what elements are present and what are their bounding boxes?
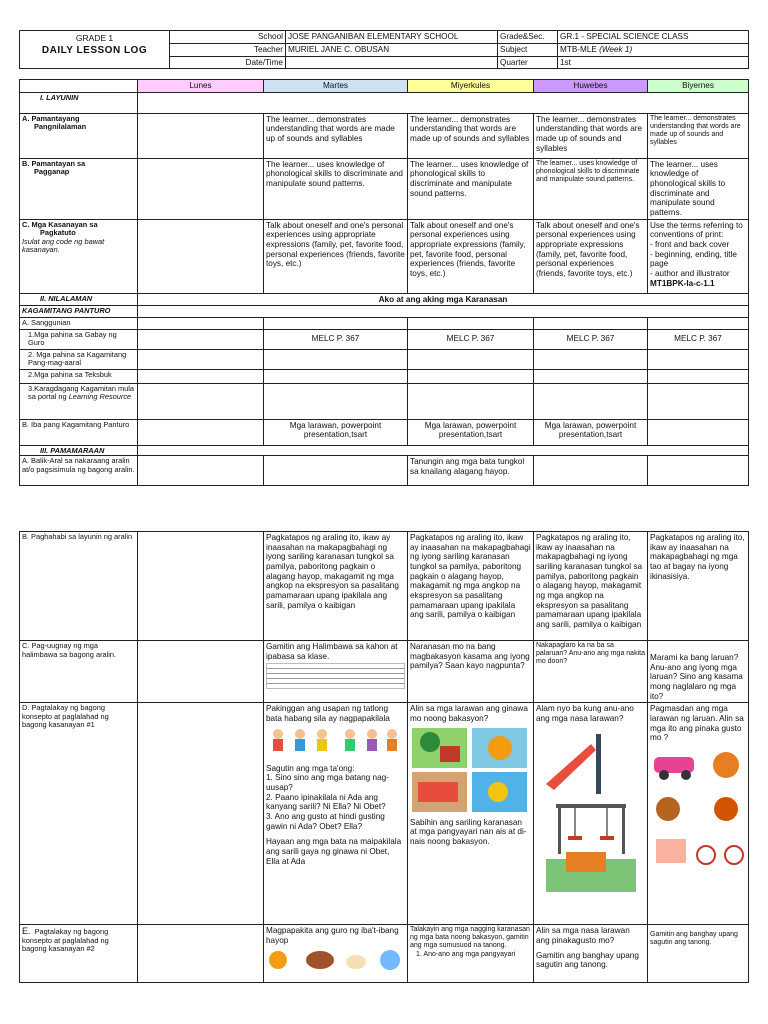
grade-title-cell: [20, 31, 170, 69]
subject-value: MTB-MLE (Week 1): [558, 44, 749, 57]
row-label-paghahabi: B. Paghahabi sa layunin ng aralin: [20, 532, 138, 641]
paguugnay-tue: Gamitin ang Halimbawa sa kahon at ipabasa sa klase.: [264, 641, 408, 703]
children-illustration: [266, 726, 405, 762]
quarter-label: Quarter: [498, 56, 558, 69]
pagtalakay1-wed: Alin sa mga larawan ang ginawa mo noong bakasyon? Sabihin ang sariling karanasan at mga pangyayari nan ais at di-nais noong bakasyon.: [408, 703, 534, 925]
row-label-pagganap: B. Pamantayan sa Pagganap: [20, 158, 138, 219]
log-title: DAILY LESSON LOG: [41, 45, 148, 57]
day-header-tue: Martes: [264, 80, 408, 93]
gradesec-label: Grade&Sec.: [498, 31, 558, 44]
header-table: [19, 30, 749, 69]
row-label-kasanayan: C. Mga Kasanayan sa Pagkatuto Isulat ang code ng bawat kasanayan.: [20, 219, 138, 293]
row-label-karagdagan: 3.Karagdagang Kagamitan mula sa portal ng Learning Resource: [20, 383, 138, 419]
melc-tue: MELC P. 367: [264, 329, 408, 349]
playground-icon: [536, 724, 646, 894]
animals-icon: [266, 946, 404, 972]
c-fri: Use the terms referring to conventions of print: - front and back cover - beginning, ending, title page - author and illustrator MT1BPK-Ia-c-1.1: [648, 219, 749, 293]
pagtalakay1-fri: Pagmasdan ang mga larawan ng laruan. Alin sa mga ito ang pinaka gusto mo ?: [648, 703, 749, 925]
school-value: JOSE PANGANIBAN ELEMENTARY SCHOOL: [286, 31, 498, 44]
melc-wed: MELC P. 367: [408, 329, 534, 349]
a-fri: The learner... demonstrates understanding that words are made up of sounds and syllables: [648, 113, 749, 158]
pagtalakay2-thu: Alin sa mga nasa larawan ang pinakagusto mo? Gamitin ang banghay upang sagutin ang tanong.: [534, 925, 648, 983]
pagtalakay2-fri: Gamitin ang banghay upang sagutin ang tanong.: [648, 925, 749, 983]
grade-label: GRADE 1: [75, 33, 114, 43]
day-header-wed: Miyerkules: [408, 80, 534, 93]
pagtalakay1-thu: Alam nyo ba kung anu-ano ang mga nasa larawan?: [534, 703, 648, 925]
balik-wed: Tanungin ang mga bata tungkol sa knailang alagang hayop.: [408, 456, 534, 486]
row-label-pagtalakay-2: E. Pagtalakay ng bagong konsepto at paglalahad ng bagong kasanayan #2: [20, 925, 138, 983]
datetime-value: [286, 56, 498, 69]
row-label-pamantayang: A. Pamantayang Pangnilalaman: [20, 113, 138, 158]
row-label-kagamitan-mag: 2. Mga pahina sa Kagamitang Pang-mag-aaral: [20, 349, 138, 369]
paguugnay-thu: Nakapaglaro ka na ba sa palaruan? Anu-ano ang mga nakita mo doon?: [534, 641, 648, 703]
paghahabi-wed: Pagkatapos ng araling ito, ikaw ay inaasahan na makapagbahagi ng iyong sariling karanasan tungkol sa pamilya, paboritong pagkain o alagang hayop, makagamit ng mga angkop na ekspresyon sa pasalitang pamamaraan upang ipakilala ang sarili, pamilya o kaibigan: [408, 532, 534, 641]
pagtalakay2-wed: Talakayin ang mga nagging karanasan ng mga bata noong bakasyon, gamitin ang mga sumusuod na tanong. 1. Ano-ano ang mga pangyayari: [408, 925, 534, 983]
b-wed: The learner... uses knowledge of phonological skills to discriminate and manipulate sound patterns.: [408, 158, 534, 219]
iba-tue: Mga larawan, powerpoint presentation,tsart: [264, 419, 408, 445]
row-label-gabay: 1.Mga pahina sa Gabay ng Guro: [20, 329, 138, 349]
lesson-table-page2: [19, 531, 749, 983]
a-tue: The learner... demonstrates understanding that words are made up of sounds and syllables: [264, 113, 408, 158]
lesson-table-page1: [19, 79, 749, 486]
section-nilalaman: II. NILALAMAN: [20, 293, 138, 306]
row-label-teksbuk: 2.Mga pahina sa Teksbuk: [20, 369, 138, 383]
paghahabi-thu: Pagkatapos ng araling ito, ikaw ay inaasahan na makapagbahagi ng iyong sariling karanasan tungkol sa pamilya, paboritong pagkain o alagang hayop, makagamit ng mga angkop na ekspresyon sa pasalitang pamamaraan upang ipakilala ang sarili, pamilya o kaibigan: [534, 532, 648, 641]
quarter-value: 1st: [558, 56, 749, 69]
a-wed: The learner... demonstrates understanding that words are made up of sounds and syllables: [408, 113, 534, 158]
c-wed: Talk about oneself and one's personal experiences using appropriate expressions (family, pet, favorite food, personal experiences (friends, favorite toys, etc.): [408, 219, 534, 293]
teacher-value: MURIEL JANE C. OBUSAN: [286, 44, 498, 57]
melc-fri: MELC P. 367: [648, 329, 749, 349]
pagtalakay2-tue: Magpapakita ang guro ng iba't-ibang hayop: [264, 925, 408, 983]
example-text-box: [266, 663, 405, 689]
subject-label: Subject: [498, 44, 558, 57]
day-header-mon: Lunes: [138, 80, 264, 93]
paguugnay-wed: Naranasan mo na bang magbakasyon kasama ang iyong pamilya? Saan kayo nagpunta?: [408, 641, 534, 703]
paguugnay-fri: Marami ka bang laruan? Anu-ano ang iyong mga laruan? Sino ang kasama mong naglalaro ng mga ito?: [648, 641, 749, 703]
b-thu: The learner... uses knowledge of phonological skills to discriminate and manipulate sound patterns.: [534, 158, 648, 219]
teacher-label: Teacher: [170, 44, 286, 57]
b-fri: The learner... uses knowledge of phonological skills to discriminate and manipulate sound patterns.: [648, 158, 749, 219]
day-header-fri: Biyernes: [648, 80, 749, 93]
melc-thu: MELC P. 367: [534, 329, 648, 349]
school-label: School: [170, 31, 286, 44]
paghahabi-tue: Pagkatapos ng araling ito, ikaw ay inaasahan na makapagbahagi ng iyong sariling karanasan tungkol sa pamilya, paboritong pagkain o alagang hayop, makagamit ng mga angkop na ekspresyon sa pasalitang pamamaraan upang ipakilala ang sarili, pamilya o kaibigan: [264, 532, 408, 641]
paghahabi-fri: Pagkatapos ng araling ito, ikaw ay inaasahan na makapagbahagi ng mga tao at bagay na iyong ikinasisiya.: [648, 532, 749, 641]
row-label-balik-aral: A. Balik-Aral sa nakaraang aralin at/o pagsisimula ng bagong aralin.: [20, 456, 138, 486]
day-header-thu: Huwebes: [534, 80, 648, 93]
row-label-pagtalakay-1: D. Pagtalakay ng bagong konsepto at paglalahad ng bagong kasanayan #1: [20, 703, 138, 925]
gradesec-value: GR.1 - SPECIAL SCIENCE CLASS: [558, 31, 749, 44]
c-tue: Talk about oneself and one's personal experiences using appropriate expressions (family, pet, favorite food, personal experiences (friends, favorite toys, etc.): [264, 219, 408, 293]
section-kagamitan: KAGAMITANG PANTURO: [20, 306, 138, 318]
toys-icon: [650, 743, 746, 873]
iba-wed: Mga larawan, powerpoint presentation,tsart: [408, 419, 534, 445]
c-thu: Talk about oneself and one's personal experiences using appropriate expressions (family, pet, favorite food, personal experiences (friends, favorite toys, etc.): [534, 219, 648, 293]
vacation-pictures: [410, 726, 531, 816]
row-label-sanggunian: A. Sanggunian: [20, 318, 138, 330]
children-icon: [266, 726, 402, 762]
datetime-label: Date/Time: [170, 56, 286, 69]
iba-thu: Mga larawan, powerpoint presentation,tsart: [534, 419, 648, 445]
b-tue: The learner... uses knowledge of phonological skills to discriminate and manipulate sound patterns.: [264, 158, 408, 219]
row-label-iba: B. Iba pang Kagamitang Panturo: [20, 419, 138, 445]
a-thu: The learner... demonstrates understanding that words are made up of sounds and syllables: [534, 113, 648, 158]
row-label-paguugnay: C. Pag-uugnay ng mga halimbawa sa bagong aralin.: [20, 641, 138, 703]
vacation-icon: [410, 726, 530, 816]
nilalaman-text: Ako at ang aking mga Karanasan: [138, 293, 749, 306]
pagtalakay1-tue: Pakinggan ang usapan ng tatlong bata habang sila ay nagpapakilala Sagutin ang mga ta'ong: 1. Sino sino ang mga batang nag-uusap? 2. Paano ipinakilala ni Ada ang kanyang sarili? Ni Ella? Ni Obet? 3. Ano ang gusto at hindi gusting gawin ni Ada? Obet? Ella? Hayaan ang mga bata na maipakilala ang sarili gaya ng ginawa ni Obet, Ella at Ada: [264, 703, 408, 925]
section-pamamaraan: III. PAMAMARAAN: [20, 445, 138, 455]
section-layunin: I. LAYUNIN: [20, 92, 138, 113]
